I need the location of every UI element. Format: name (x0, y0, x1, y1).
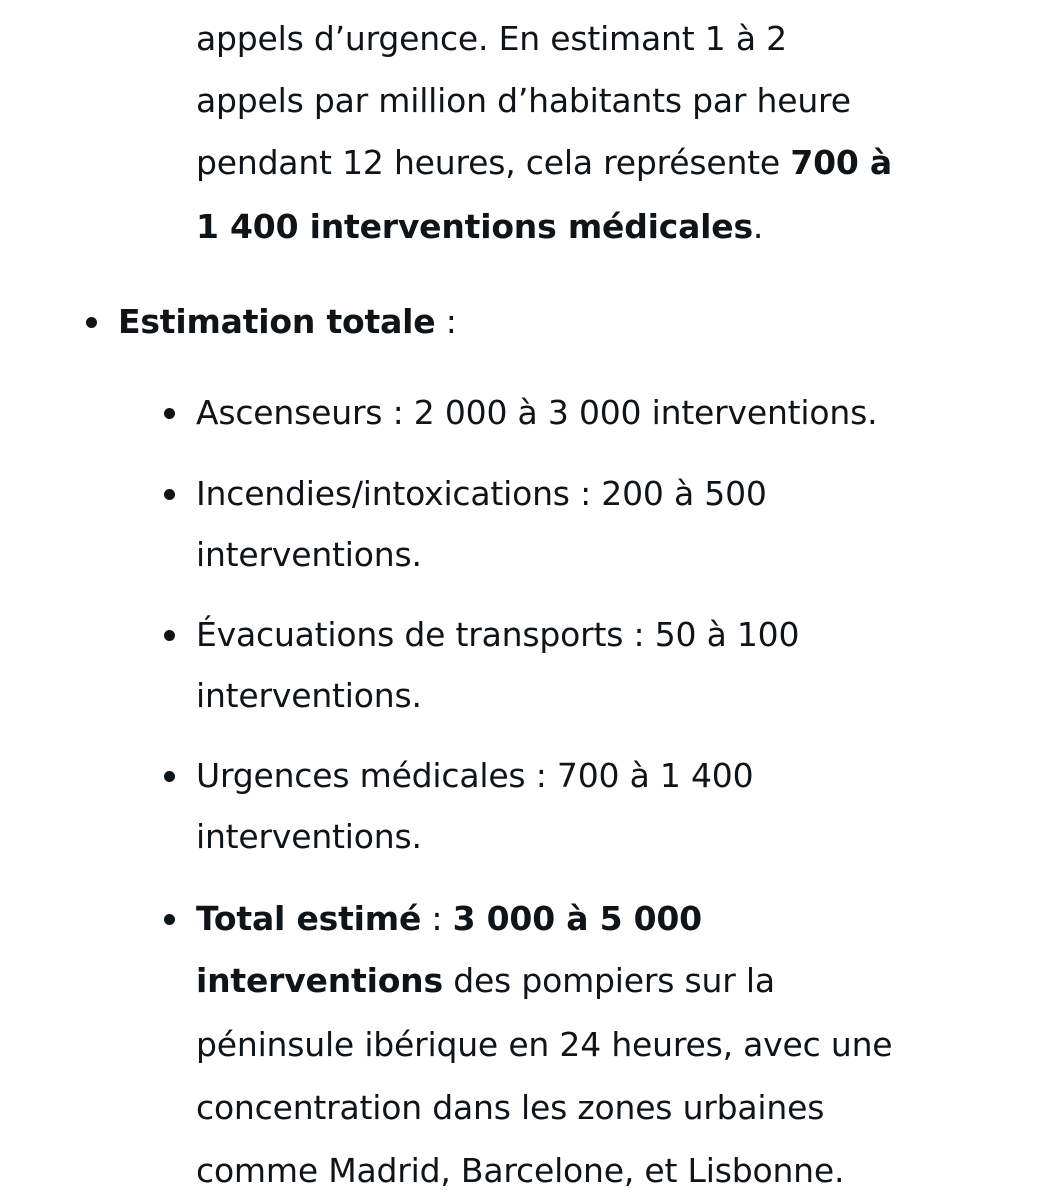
bullet-dot (164, 914, 175, 925)
list-item-line: interventions. (196, 817, 422, 856)
list-item-line: Incendies/intoxications : 200 à 500 (196, 474, 767, 513)
intro-line-4-bold: 1 400 interventions médicales (196, 207, 753, 246)
total-line-2-bold: interventions (196, 961, 443, 1000)
total-line-2 (196, 949, 775, 1012)
total-sep: : (421, 899, 453, 938)
section-title-bold: Estimation totale (118, 302, 436, 341)
list-item-line: interventions. (196, 676, 422, 715)
intro-line-1: appels d’urgence. En estimant 1 à 2 (196, 19, 787, 58)
intro-line-4-end: . (752, 207, 764, 246)
intro-line-4 (196, 195, 763, 258)
intro-line-3 (196, 131, 892, 194)
total-line-3: péninsule ibérique en 24 heures, avec une (196, 1025, 893, 1064)
bullet-dot (86, 317, 97, 328)
bullet-dot (164, 771, 175, 782)
total-value: 3 000 à 5 000 (452, 899, 702, 938)
total-line-4: concentration dans les zones urbaines (196, 1088, 825, 1127)
list-item-line: Urgences médicales : 700 à 1 400 (196, 756, 754, 795)
bullet-dot (164, 489, 175, 500)
list-item-line: Ascenseurs : 2 000 à 3 000 interventions. (196, 393, 878, 432)
total-line-2-rest: des pompiers sur la (442, 961, 775, 1000)
section-title (118, 290, 457, 353)
section-title-suffix: : (435, 302, 457, 341)
total-line-5: comme Madrid, Barcelone, et Lisbonne. (196, 1151, 845, 1190)
list-item-line: interventions. (196, 535, 422, 574)
bullet-dot (164, 630, 175, 641)
bullet-dot (164, 408, 175, 419)
total-label: Total estimé (196, 899, 422, 938)
intro-line-3-text: pendant 12 heures, cela représente (196, 143, 791, 182)
intro-line-3-bold: 700 à (790, 143, 892, 182)
intro-line-2: appels par million d’habitants par heure (196, 81, 851, 120)
list-item-line: Évacuations de transports : 50 à 100 (196, 615, 800, 654)
total-line-1 (196, 887, 702, 950)
